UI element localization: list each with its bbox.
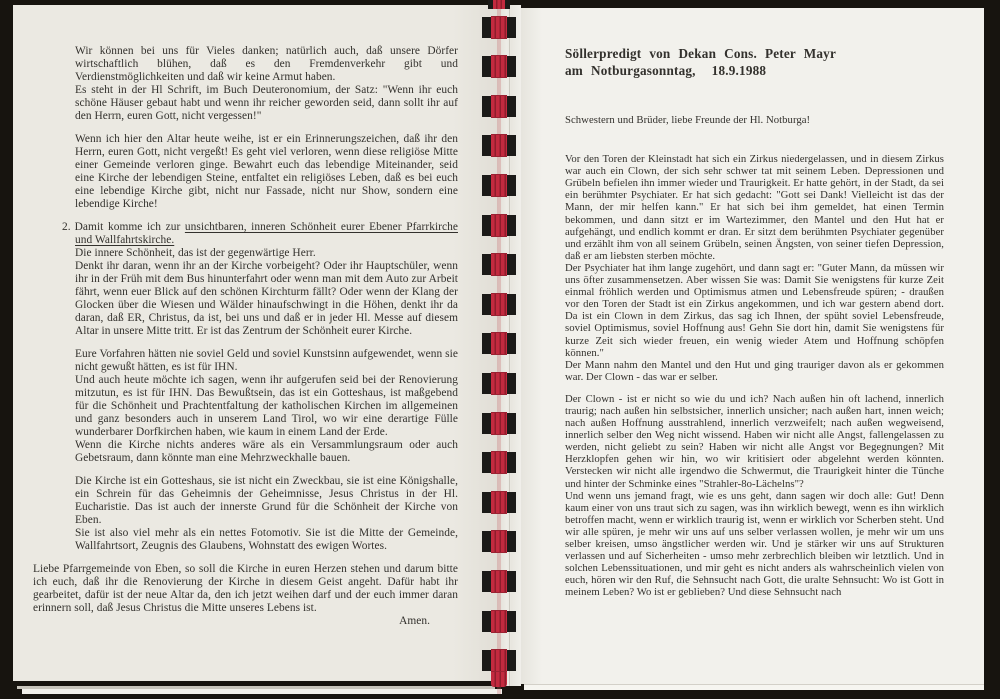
clip-black-segment	[482, 373, 491, 394]
clip-red-segment	[493, 0, 505, 9]
left-list-item-2	[62, 221, 458, 338]
clip-black-segment	[507, 650, 516, 671]
left-paragraph-group-5	[75, 475, 458, 553]
clip-black-segment	[482, 135, 491, 156]
binding-clip	[482, 372, 516, 394]
right-paragraph-group-1	[565, 153, 944, 383]
sermon-title	[565, 45, 944, 79]
left-closing-paragraph	[33, 563, 458, 628]
left-paragraph: Sie ist also viel mehr als ein nettes Fotomotiv. Sie ist die Mitte der Gemeinde, Wallfahrtsort, Zeugnis des Glaubens, Wohnstatt des ewigen Wortes.	[75, 527, 458, 552]
list-item-intro: Damit komme ich zur	[74, 221, 185, 233]
left-paragraph: Eure Vorfahren hätten nie soviel Geld und soviel Kunstsinn aufgewendet, wenn sie nicht gewußt hätten, es ist für IHN.	[75, 348, 458, 373]
clip-red-segment	[491, 491, 507, 514]
clip-black-segment	[507, 17, 516, 38]
list-item-number: 2.	[62, 221, 71, 233]
clip-black-segment	[482, 56, 491, 77]
left-paragraph: Liebe Pfarrgemeinde von Eben, so soll die Kirche in euren Herzen stehen und darum bitte ich euch, daß ihr die Renovierung der Kirche in diesem Geist angeht. Dafür habt ihr gearbeitet, dafür ist der neue Altar da, den ich jetzt weihen darf und der euch immer daran erinnern soll, daß Jesus Christus die Mitte unseres Lebens ist.	[33, 563, 458, 614]
right-page-content	[519, 8, 984, 598]
binding-clip	[482, 452, 516, 474]
clip-black-segment	[482, 452, 491, 473]
page-stack-edge	[524, 684, 984, 690]
left-paragraph: Wir können bei uns für Vieles danken; natürlich auch, daß unsere Dörfer wirtschaftlich blühen, daß es den Fremdenverkehr gibt und Verdienstmöglichkeiten und daß wir keine Armut haben.	[75, 45, 458, 83]
clip-black-segment	[507, 492, 516, 513]
binding-clip	[482, 491, 516, 513]
left-paragraph: Und auch heute möchte ich sagen, wenn ihr aufgerufen seid bei der Renovierung mitzutun, es ist für IHN. Das Bewußtsein, das ist ein Gotteshaus, ist maßgebend für die Schönheit und Prachtentfaltung der katholischen Kirchen im allgemeinen und ganz besonders auch in unserem Land Tirol, wo wir eine derartige Fülle wunderbarer Dorfkirchen haben, wie kaum in einem Land der Erde.	[75, 374, 458, 438]
binding-clips	[478, 0, 522, 699]
clip-black-segment	[507, 571, 516, 592]
clip-black-segment	[482, 571, 491, 592]
binding-clip	[482, 135, 516, 157]
left-page-content	[13, 5, 502, 628]
clip-red-segment	[491, 293, 507, 316]
amen-line: Amen.	[399, 615, 430, 627]
binding-clip	[482, 650, 516, 672]
clip-black-segment	[482, 17, 491, 38]
left-paragraph: Denkt ihr daran, wenn ihr an der Kirche vorbeigeht? Oder ihr Hauptschüler, wenn ihr in der Früh mit dem Bus hinunterfahrt oder wenn man mit dem Auto zur Arbeit fährt, wenn euer Blick auf den schönen Kirchturm fällt? Oder wenn der Klang der Glocken über die Wiesen und Wälder hinaufschwingt in die Höhen, denkt ihr da daran, daß ER, Christus, da ist, bei uns und daß er in jeder Hl. Messe auf diesem Altar in unsere Mitte tritt. Er ist das Zentrum der Schönheit eurer Kirche.	[75, 260, 458, 337]
right-paragraph: Der Psychiater hat ihm lange zugehört, und dann sagt er: "Guter Mann, da müssen wir uns öfter zusammensetzen. Aber wissen Sie was: Damit Sie wenigstens für kurze Zeit einmal fröhlich werden und Optimismus atmen und Lebensfreude spüren; - draußen vor den Toren der Stadt ist ein Zirkus angekommen, und ich war gestern abend dort. Da ist ein Clown in dem Zirkus, das sag ich Ihnen, der spüht soviel Lebensfreude, soviel Optimismus, soviel Hoffnung aus! Gehn Sie dort hin, damit Sie wenigstens für kurze Zeit sich wieder freuen, ein wenig wieder Atem und Hoffnung schöpfen können."	[565, 261, 944, 359]
clip-black-segment	[482, 492, 491, 513]
clip-black-segment	[507, 215, 516, 236]
clip-red-segment	[491, 332, 507, 355]
left-paragraph-group-4	[75, 348, 458, 465]
binding-clip	[482, 95, 516, 117]
right-paragraph: Vor den Toren der Kleinstadt hat sich ein Zirkus niedergelassen, und in diesem Zirkus war auch ein Clown, der sich sehr schwer tat mit seinem Leben. Depressionen und Grübeln befielen ihn immer wieder und Traurigkeit. Er hatte gehört, in der Stadt, da sei ein berühmter Psychiater. Er hat sich gedacht: "Gott sei Dank! Vielleicht ist das der Mann, der mir helfen kann." Er hat sich bei ihm gemeldet, hat einen Termin bekommen, und dann sitzt er im Wartezimmer, den Mantel und den Hut hat er aufgehängt, und endlich kommt er dran. Er sitzt dem berühmten Psychiater gegenüber und erzählt ihm von all seinem Grübeln, seinen Ängsten, von seiner tiefen Depression, daß er am liebsten sterben möchte.	[565, 153, 944, 262]
left-page	[13, 5, 502, 681]
binding-clip	[482, 214, 516, 236]
right-paragraph: Der Mann nahm den Mantel und den Hut und ging trauriger davon als er gekommen war. Der Clown - das war er selber.	[565, 358, 944, 383]
clip-red-segment	[491, 16, 507, 39]
clip-red-segment	[491, 134, 507, 157]
binding-clip	[482, 333, 516, 355]
clip-black-segment	[507, 333, 516, 354]
clip-black-segment	[482, 611, 491, 632]
left-list-item-2-heading	[62, 221, 458, 247]
right-paragraph-group-2	[565, 393, 944, 599]
clip-black-segment	[482, 254, 491, 275]
binding-clip	[482, 174, 516, 196]
clip-black-segment	[482, 294, 491, 315]
clip-red-segment	[491, 214, 507, 237]
sermon-title-line2: am Notburgasonntag, 18.9.1988	[565, 63, 767, 78]
binding-clip	[482, 531, 516, 553]
left-paragraph: Wenn ich hier den Altar heute weihe, ist er ein Erinnerungszeichen, daß ihr den Herrn, euren Gott, nicht vergeßt! Es geht viel verloren, wenn diese religiöse Mitte einer Gemeinde verloren ginge. Bewahrt euch das lebendige Miteinander, seid eine Kirche der lebendigen Steine, entfaltet ein religiöses Leben, daß es bei euch eine lebendige Kirche gibt, nicht nur Fassade, nicht nur Show, sondern eine lebendige Kirche!	[75, 133, 458, 210]
clip-black-segment	[482, 413, 491, 434]
clip-black-segment	[507, 135, 516, 156]
clip-red-segment	[491, 570, 507, 593]
binding-clip	[482, 56, 516, 78]
binding-clip	[482, 254, 516, 276]
clip-black-segment	[507, 96, 516, 117]
clip-red-segment	[491, 55, 507, 78]
sermon-title-line1: Söllerpredigt von Dekan Cons. Peter Mayr	[565, 46, 837, 61]
clip-black-segment	[507, 175, 516, 196]
clip-black-segment	[507, 294, 516, 315]
page-stack-edge	[22, 689, 502, 694]
clip-black-segment	[482, 96, 491, 117]
salutation: Schwestern und Brüder, liebe Freunde der Hl. Notburga!	[565, 114, 811, 126]
clip-black-segment	[482, 333, 491, 354]
clip-red-segment	[491, 610, 507, 633]
clip-black-segment	[482, 215, 491, 236]
clip-red-segment	[491, 412, 507, 435]
clip-black-segment	[507, 452, 516, 473]
left-paragraph-group-1	[75, 45, 458, 123]
right-paragraph: Der Clown - ist er nicht so wie du und ich? Nach außen hin oft lachend, innerlich traurig; nach außen hin selbstsicher, innerlich unsicher; nach außen hart, innen weich; nach außen Hoffnung ausstrahlend, innerlich verzweifelt; nach außen wegweisend, innerlich selber den Weg nicht wissend. Haben wir nicht alle Angst, fallengelassen zu werden, nicht geliebt zu sein? Haben wir nicht alle Angst vor Begegnungen? Mit Herzklopfen gehen wir hin, wo wir kritisiert oder abgelehnt werden könnten. Verstecken wir nicht alle irgendwo die Schwermut, die Traurigkeit hinter die Tünche und hinter der Schminke eines "Strahler-8o-Lächelns"?	[565, 392, 944, 490]
clip-black-segment	[482, 175, 491, 196]
right-paragraph: Und wenn uns jemand fragt, wie es uns geht, dann sagen wir doch alle: Gut! Denn kaum einer von uns traut sich zu sagen, was ihn wirklich bewegt, wenn es ihn wirklich betroffen macht, wenn er wirklich traurig ist, wenn er wirklich vor Scherben steht. Und wir alle spüren, je mehr wir uns auf uns selber verlassen wollen, je mehr wir um uns selber kreisen, umso ängstlicher werden wir. Und je stärker wir uns auf Strukturen verlassen und auf Sicherheiten - umso mehr zerbrechlich bleiben wir letztlich. Und in solchen Lebenssituationen, und mir geht es nicht anders als wahrscheinlich vielen von euch, hören wir den Ruf, die Sehnsucht nach Gott, die uralte Sehnsucht: Wo ist Gott in meinem Leben? Wo ist er geblieben? Und diese Sehnsucht nach	[565, 489, 944, 599]
clip-red-segment	[491, 174, 507, 197]
clip-black-segment	[507, 254, 516, 275]
clip-black-segment	[482, 650, 491, 671]
clip-black-segment	[507, 611, 516, 632]
clip-black-segment	[507, 413, 516, 434]
binding-clip	[482, 570, 516, 592]
left-paragraph: Die Kirche ist ein Gotteshaus, sie ist nicht ein Zweckbau, sie ist eine Königshalle, ein Schrein für das Geheimnis der Geheimnisse, Jesus Christus in der Hl. Eucharistie. Das ist auch der innerste Grund für die Schönheit der Kirche von Eben.	[75, 475, 458, 526]
binding-clip	[482, 610, 516, 632]
clip-black-segment	[507, 373, 516, 394]
clip-black-segment	[507, 56, 516, 77]
binding-clip	[482, 412, 516, 434]
clip-red-segment	[491, 253, 507, 276]
left-paragraph: Wenn die Kirche nichts anderes wäre als ein Versammlungsraum oder auch Gebetsraum, dann könnte man eine Mehrzweckhalle bauen.	[75, 439, 458, 464]
binding-clip-top-piece	[488, 0, 510, 9]
binding-clip	[482, 293, 516, 315]
list-item-underlined-text: unsichtbaren, inneren Schönheit eurer Ebener Pfarrkirche und Wallfahrtskirche.	[75, 221, 458, 246]
clip-black-segment	[482, 531, 491, 552]
clip-red-segment	[491, 95, 507, 118]
left-paragraph-group-2	[75, 133, 458, 211]
left-paragraph: Es steht in der Hl Schrift, im Buch Deuteronomium, der Satz: "Wenn ihr euch schöne Häuser gebaut habt und wenn ihr reicher geworden seid, dann sollt ihr auf den Herrn, euren Gott, nicht vergessen!"	[75, 84, 458, 122]
right-page	[519, 8, 984, 684]
clip-black-segment	[505, 0, 510, 9]
clip-red-segment	[491, 530, 507, 553]
clip-red-segment	[491, 649, 507, 672]
left-paragraph: Die innere Schönheit, das ist der gegenwärtige Herr.	[75, 247, 316, 259]
clip-black-segment	[507, 531, 516, 552]
clip-red-segment	[491, 372, 507, 395]
binding-clip	[482, 16, 516, 38]
clip-red-segment	[491, 451, 507, 474]
